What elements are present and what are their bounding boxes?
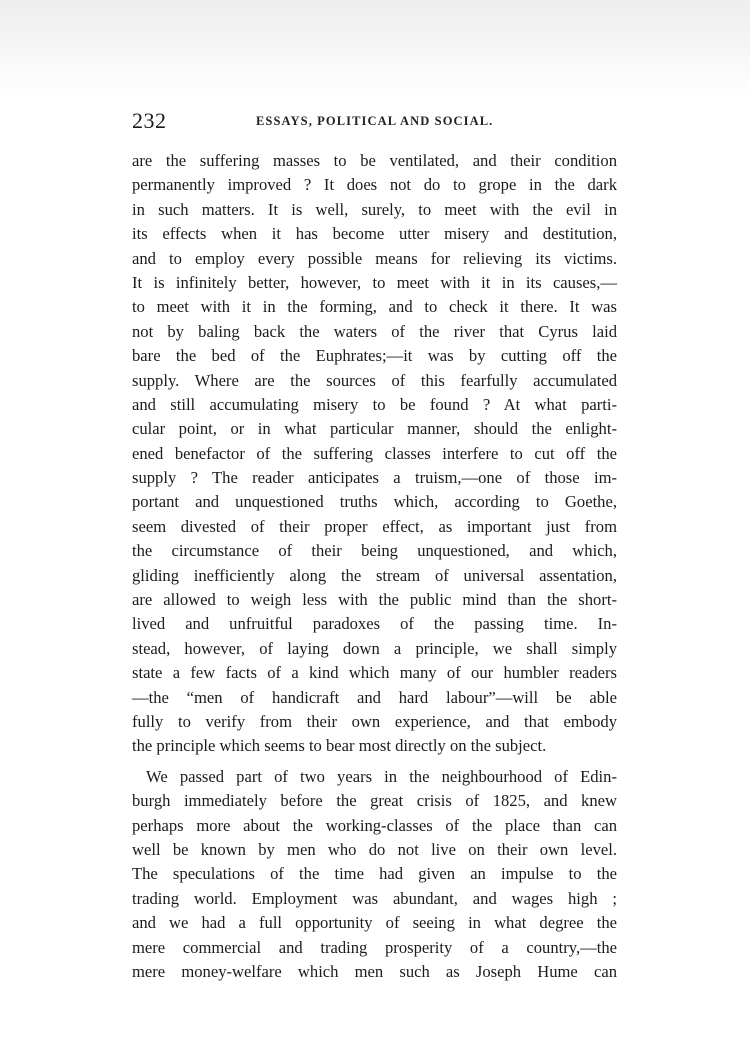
text-line: are allowed to weigh less with the public mind than the short- [132, 590, 617, 610]
paragraph-1 [132, 149, 617, 759]
text-line: We passed part of two years in the neighbourhood of Edin- [146, 766, 617, 786]
text-line: It is infinitely better, however, to meet with it in its causes,— [132, 272, 617, 292]
text-line: —the “men of handicraft and hard labour”—will be able [132, 687, 617, 707]
running-head: ESSAYS, POLITICAL AND SOCIAL. [256, 114, 494, 128]
text-line: trading world. Employment was abundant, and wages high ; [132, 888, 617, 908]
text-line: ened benefactor of the suffering classes interfere to cut off the [132, 443, 617, 463]
text-line: not by baling back the waters of the river that Cyrus laid [132, 321, 617, 341]
text-line: cular point, or in what particular manner, should the enlight- [132, 419, 617, 439]
paragraph-2 [132, 765, 617, 985]
text-line: supply. Where are the sources of this fearfully accumulated [132, 370, 617, 390]
text-line: are the suffering masses to be ventilated, and their condition [132, 151, 617, 170]
text-line: permanently improved ? It does not do to grope in the dark [132, 175, 617, 195]
text-line: the principle which seems to bear most directly on the subject. [132, 736, 547, 756]
text-line: perhaps more about the working-classes of the place than can [132, 815, 617, 835]
text-line: fully to verify from their own experience, and that embody [132, 711, 617, 731]
text-line: its effects when it has become utter misery and destitution, [132, 224, 617, 244]
text-line: portant and unquestioned truths which, according to Goethe, [132, 492, 617, 512]
text-line: mere commercial and trading prosperity of a country,—the [132, 937, 617, 957]
text-line: bare the bed of the Euphrates;—it was by cutting off the [132, 346, 617, 366]
text-line: burgh immediately before the great crisis of 1825, and knew [132, 791, 617, 811]
text-line: and still accumulating misery to be found ? At what parti- [132, 394, 617, 414]
text-line: stead, however, of laying down a principle, we shall simply [132, 638, 617, 658]
text-line: gliding inefficiently along the stream of universal assentation, [132, 565, 617, 585]
body-text [132, 149, 617, 984]
page-header [132, 108, 617, 136]
text-line: seem divested of their proper effect, as important just from [132, 516, 617, 536]
text-line: and we had a full opportunity of seeing in what degree the [132, 913, 617, 933]
text-line: The speculations of the time had given an impulse to the [132, 864, 617, 884]
text-line: the circumstance of their being unquestioned, and which, [132, 541, 617, 561]
text-line: in such matters. It is well, surely, to meet with the evil in [132, 199, 617, 219]
text-line: well be known by men who do not live on their own level. [132, 839, 617, 859]
text-line: and to employ every possible means for relieving its victims. [132, 248, 617, 268]
text-line: state a few facts of a kind which many of our humbler readers [132, 663, 617, 683]
page-number: 232 [132, 108, 167, 133]
text-line: supply ? The reader anticipates a truism,—one of those im- [132, 468, 617, 488]
text-line: to meet with it in the forming, and to check it there. It was [132, 297, 617, 317]
text-line: mere money-welfare which men such as Joseph Hume can [132, 961, 617, 981]
text-line: lived and unfruitful paradoxes of the passing time. In- [132, 614, 617, 634]
